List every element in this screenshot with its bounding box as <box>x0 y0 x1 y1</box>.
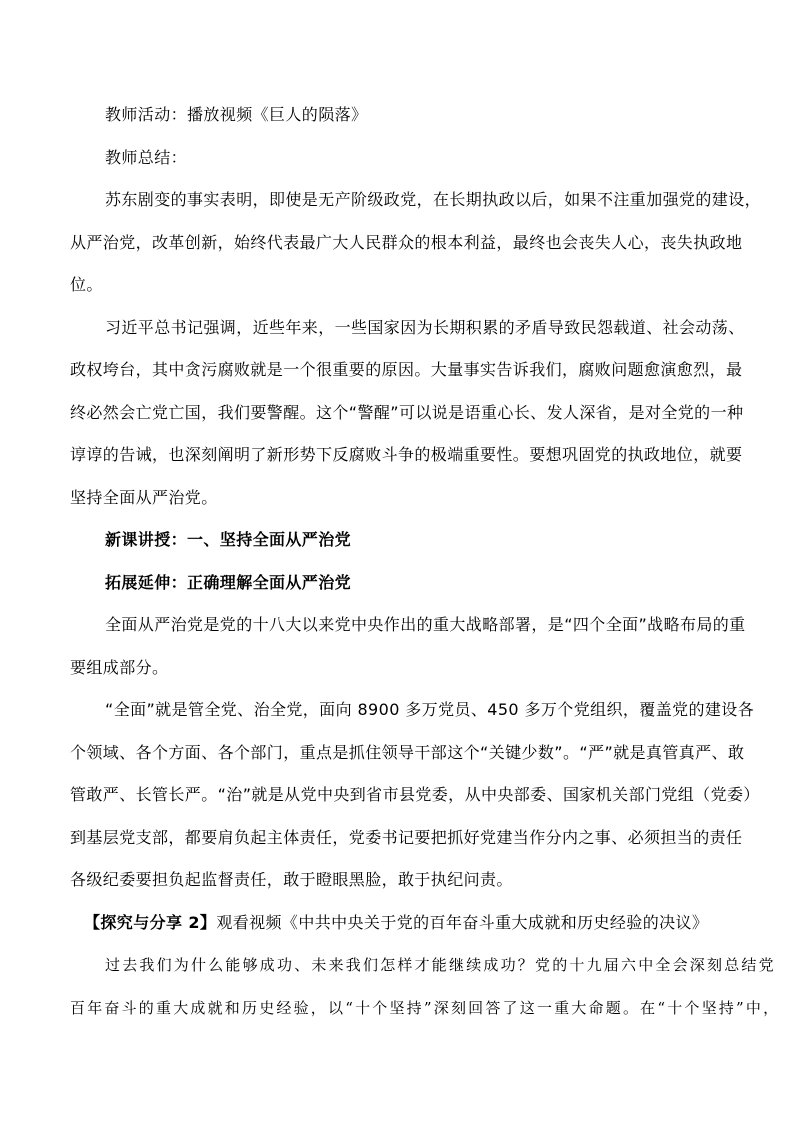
paragraph-line: 位。 <box>70 275 103 294</box>
explore-share-label: 【探究与分享 2】 <box>84 913 217 932</box>
paragraph-line: 个领域、各个方面、各个部门，重点是抓住领导干部这个“关键少数”。“严”就是真管真严、敢 <box>70 743 745 762</box>
paragraph-line: 谆谆的告诫，也深刻阐明了新形势下反腐败斗争的极端重要性。要想巩固党的执政地位，就要 <box>70 445 743 464</box>
explore-share-text: 观看视频《中共中央关于党的百年奋斗重大成就和历史经验的决议》 <box>216 913 709 932</box>
paragraph-line: 终必然会亡党亡国，我们要警醒。这个“警醒”可以说是语重心长、发人深省，是对全党的一种 <box>70 403 744 422</box>
section-heading-extension: 拓展延伸：正确理解全面从严治党 <box>105 573 352 592</box>
teacher-activity-line: 教师活动：播放视频《巨人的陨落》 <box>105 105 368 124</box>
paragraph-line: 各级纪委要担负起监督责任，敢于瞪眼黑脸，敢于执纪问责。 <box>70 870 513 889</box>
paragraph-line: 要组成部分。 <box>70 658 169 677</box>
teacher-summary-label: 教师总结： <box>105 148 188 167</box>
paragraph-line: 政权垮台，其中贪污腐败就是一个很重要的原因。大量事实告诉我们，腐败问题愈演愈烈，最 <box>70 360 743 379</box>
paragraph-line: 习近平总书记强调，近些年来，一些国家因为长期积累的矛盾导致民怨载道、社会动荡、 <box>105 318 745 337</box>
paragraph-line: 管敢严、长管长严。“治”就是从党中央到省市县党委，从中央部委、国家机关部门党组（党委） <box>70 785 760 804</box>
explore-share-line <box>84 913 708 933</box>
paragraph-line: 从严治党，改革创新，始终代表最广大人民群众的根本利益，最终也会丧失人心，丧失执政地 <box>70 233 743 252</box>
paragraph-line: 过去我们为什么能够成功、未来我们怎样才能继续成功？党的十九届六中全会深刻总结党 <box>105 956 776 974</box>
paragraph-line: “全面”就是管全党、治全党，面向 8900 多万党员、450 多万个党组织，覆盖党的建设各 <box>105 700 755 719</box>
paragraph-line: 百年奋斗的重大成就和历史经验，以“十个坚持”深刻回答了这一重大命题。在“十个坚持”中， <box>70 999 781 1017</box>
paragraph-line: 全面从严治党是党的十八大以来党中央作出的重大战略部署，是“四个全面”战略布局的重 <box>105 615 746 634</box>
paragraph-line: 苏东剧变的事实表明，即使是无产阶级政党，在长期执政以后，如果不注重加强党的建设， <box>105 190 762 209</box>
section-heading-new-lesson: 新课讲授：一、坚持全面从严治党 <box>105 530 352 549</box>
paragraph-line: 到基层党支部，都要肩负起主体责任，党委书记要把抓好党建当作分内之事、必须担当的责任 <box>70 828 743 847</box>
paragraph-line: 坚持全面从严治党。 <box>70 488 218 507</box>
